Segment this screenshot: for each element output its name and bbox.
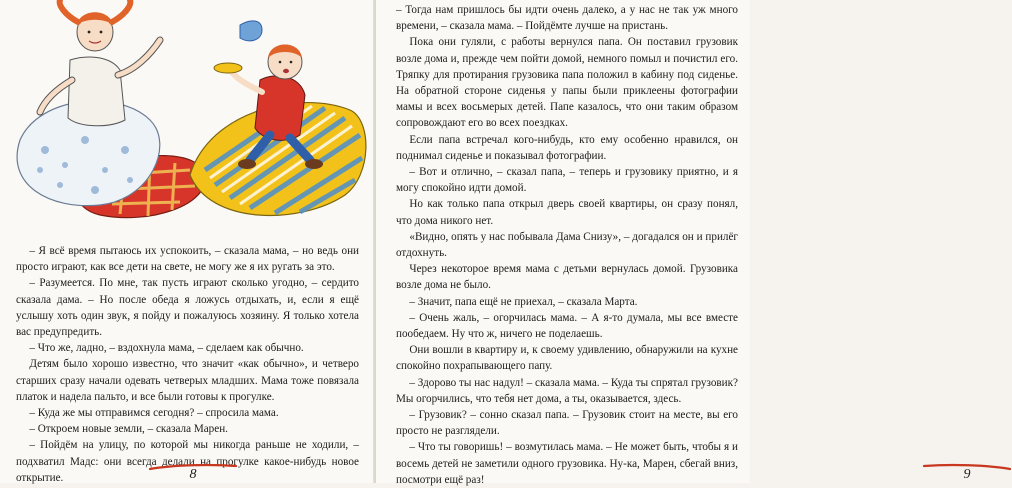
paragraph: – Тогда нам пришлось бы идти очень далеко, а у нас не так уж много времени, – сказала мама. – Пойдёмте лучше на пристань.	[396, 4, 738, 33]
paragraph: Детям было хорошо известно, что значит «как обычно», и четверо старших сразу начали одевать четверых младших. Мама тоже повязала платок и надела пальто, и все были готовы к прогулке.	[16, 358, 359, 403]
paragraph: – Грузовик? – сонно сказал папа. – Грузовик стоит на месте, вы его просто не разглядели.	[396, 409, 738, 438]
paragraph: – Что же, ладно, – вздохнула мама, – сделаем как обычно.	[29, 342, 304, 355]
page-number-left	[148, 462, 238, 484]
left-page-text	[16, 243, 359, 486]
paragraph: – Очень жаль, – огорчилась мама. – А я-то думала, мы все вместе пообедаем. Ну что ж, ничего не поделаешь.	[396, 311, 738, 341]
paragraph: – Здорово ты нас надул! – сказала мама. – Куда ты спрятал грузовик? Мы огорчились, что тебя нет дома, а ты, оказывается, здесь.	[396, 376, 738, 405]
page-number: 9	[963, 467, 971, 482]
paragraph: – Я всё время пытаюсь их успокоить, – сказала мама, – но ведь они просто играют, как все дети на свете, не могу же я их ругать за это.	[16, 245, 359, 274]
paragraph: Они вошли в квартиру и, к своему удивлению, обнаружили на кухне спокойно похрапывающего папу.	[396, 344, 738, 373]
paragraph: – Значит, папа ещё не приехал, – сказала Марта.	[409, 295, 638, 308]
paragraph: «Видно, опять у нас побывала Дама Снизу», – догадался он и прилёг отдохнуть.	[396, 230, 738, 260]
paragraph: Пока они гуляли, с работы вернулся папа. Он поставил грузовик возле дома и, прежде чем пойти домой, немного помыл и почистил его. Тряпку для протирания грузовика папа положил в кабину под сиденье. На обратной стороне сиденья у папы были приклеены фотографии мамы и всех восьмерых детей. Папе казалось, что они таким образом сопровождают его во всех поездках.	[396, 36, 738, 130]
paragraph: Если папа встречал кого-нибудь, кто ему особенно нравился, он поднимал сиденье и показывал фотографии.	[396, 133, 738, 162]
page-number-right	[922, 462, 1012, 484]
paragraph: Через некоторое время мама с детьми вернулась домой. Грузовика возле дома не было.	[396, 263, 738, 292]
page-number: 8	[189, 467, 197, 482]
illustration-children-pillow-fight	[0, 0, 374, 238]
paragraph: – Пойдём на улицу, по которой мы никогда раньше не ходили, – подхватил Мадс: они всегда делали на прогулке какое-нибудь новое открытие.	[16, 439, 359, 484]
paragraph: – Откроем новые земли, – сказала Марен.	[29, 423, 228, 436]
paragraph: – Куда же мы отправимся сегодня? – спросила мама.	[29, 407, 279, 420]
paragraph: – Что ты говоришь! – возмутилась мама. – Не может быть, чтобы я и восемь детей не заметили одного грузовика. Ну-ка, Марен, сбегай вниз, посмотри ещё раз!	[396, 441, 738, 486]
right-page-text	[396, 2, 738, 488]
left-page	[0, 0, 374, 483]
paragraph: – Вот и отлично, – сказал папа, – теперь и грузовику приятно, и я могу спокойно идти домой.	[396, 166, 738, 195]
boy-figure	[190, 21, 366, 216]
paragraph: Но как только папа открыл дверь своей квартиры, он сразу понял, что дома никого нет.	[396, 198, 738, 227]
girl-figure	[17, 0, 205, 218]
paragraph: – Разумеется. По мне, так пусть играют сколько угодно, – сердито сказала дама. – Но после обеда я ложусь отдыхать, и, если я ещё услышу хоть один звук, я пойду и пожалуюсь хозяину. Я только хотела вас предупредить.	[16, 277, 359, 339]
